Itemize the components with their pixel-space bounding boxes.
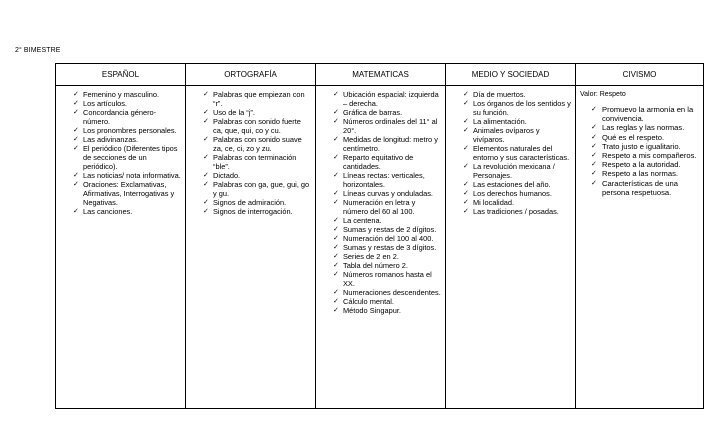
list-item-text: La centena. [343,216,382,225]
list-item-text: Palabras con terminación “ble”. [213,153,297,171]
list-item-text: Ubicación espacial: izquierda – derecha. [343,90,439,108]
checkmark-icon: ✓ [333,118,339,125]
list-item [463,117,572,126]
list-item [333,306,442,315]
list-item-text: Signos de interrogación. [213,207,293,216]
checkmark-icon: ✓ [463,199,469,206]
list-item [333,297,442,306]
list-item-text: Método Singapur. [343,306,401,315]
list-item-text: Promuevo la armonía en la convivencia. [602,105,694,124]
list-item-text: La alimentación. [473,117,527,126]
checkmark-icon: ✓ [203,172,209,179]
list-item [203,153,312,171]
list-item [463,126,572,144]
list-item-text: Características de una persona respetuosa. [602,178,678,197]
checkmark-icon: ✓ [73,100,79,107]
checkmark-icon: ✓ [333,262,339,269]
col-header-ortografia: ORTOGRAFÍA [186,64,316,86]
list-item-text: Qué es el respeto. [602,132,665,142]
checkmark-icon: ✓ [333,235,339,242]
list-item-text: Tabla del número 2. [343,261,408,270]
checkmark-icon: ✓ [463,181,469,188]
checkmark-icon: ✓ [591,152,597,160]
checkmark-icon: ✓ [203,199,209,206]
checkmark-icon: ✓ [333,154,339,161]
list-item-text: Medidas de longitud: metro y centímetro. [343,135,438,153]
list-item [591,179,700,197]
col-header-espanol: ESPAÑOL [56,64,186,86]
checkmark-icon: ✓ [73,109,79,116]
list-item [203,180,312,198]
cell-ortografia [186,86,316,409]
checkmark-icon: ✓ [333,289,339,296]
list-item-text: El periódico (Diferentes tipos de secciones de un periódico). [83,144,178,171]
list-item-text: Animales ovíparos y vivíparos. [473,126,540,144]
checkmark-icon: ✓ [463,118,469,125]
list-item-text: Las reglas y las normas. [602,123,685,133]
list-item-text: Trato justo e igualitario. [602,141,681,151]
checkmark-icon: ✓ [333,226,339,233]
list-item-text: Reparto equitativo de cantidades. [343,153,414,171]
list-item [203,207,312,216]
checkmark-icon: ✓ [203,118,209,125]
list-item [463,207,572,216]
list-item [333,171,442,189]
list-item [333,117,442,135]
checkmark-icon: ✓ [591,124,597,132]
list-item [591,169,700,178]
list-item [333,288,442,297]
list-item [591,160,700,169]
list-item-text: Mi localidad. [473,198,515,207]
list-item-text: Series de 2 en 2. [343,252,399,261]
checkmark-icon: ✓ [591,170,597,178]
checkmark-icon: ✓ [463,145,469,152]
list-item [333,234,442,243]
list-item-text: Números romanos hasta el XX. [343,270,432,288]
list-item-text: Oraciones: Exclamativas, Afirmativas, Interrogativas y Negativas. [83,180,175,207]
content-row [56,86,704,409]
list-item [333,153,442,171]
list-item-text: Líneas curvas y onduladas. [343,189,433,198]
list-item [463,144,572,162]
list-item-text: Gráfica de barras. [343,108,403,117]
list-item [203,171,312,180]
list-item [73,207,182,216]
checkmark-icon: ✓ [73,145,79,152]
list-item-text: Respeto a mis compañeros. [602,151,697,161]
checkmark-icon: ✓ [591,142,597,150]
list-item [333,216,442,225]
checkmark-icon: ✓ [333,172,339,179]
list-item-text: Palabras con sonido suave za, ce, ci, zo y zu. [213,135,302,153]
checkmark-icon: ✓ [333,253,339,260]
checkmark-icon: ✓ [73,127,79,134]
list-item [333,198,442,216]
list-item [463,189,572,198]
list-item [203,108,312,117]
checkmark-icon: ✓ [203,154,209,161]
list-item-text: Uso de la “j”. [213,108,255,117]
bimester-heading: 2° BIMESTRE [15,47,61,54]
list-item [333,90,442,108]
list-item-text: Los derechos humanos. [473,189,552,198]
list-item [591,151,700,160]
list-item [463,162,572,180]
checkmark-icon: ✓ [333,109,339,116]
curriculum-table [55,63,704,409]
checkmark-icon: ✓ [333,271,339,278]
checkmark-icon: ✓ [203,208,209,215]
list-item-text: Los órganos de los sentidos y su función. [473,99,571,117]
list-item-text: Números ordinales del 11° al 20°. [343,117,438,135]
checkmark-icon: ✓ [203,109,209,116]
list-item [203,117,312,135]
checkmark-icon: ✓ [333,190,339,197]
list-item-text: Día de muertos. [473,90,526,99]
list-item-text: Numeración del 100 al 400. [343,234,434,243]
list-matematicas [319,90,442,315]
checkmark-icon: ✓ [73,136,79,143]
list-item-text: Numeraciones descendentes. [343,288,441,297]
checkmark-icon: ✓ [333,217,339,224]
checkmark-icon: ✓ [73,172,79,179]
list-item [333,108,442,117]
col-header-medio-sociedad: MEDIO Y SOCIEDAD [446,64,576,86]
list-item [333,252,442,261]
list-item-text: Dictado. [213,171,241,180]
list-item-text: Líneas rectas: verticales, horizontales. [343,171,425,189]
col-header-matematicas: MATEMATICAS [316,64,446,86]
list-item-text: Respeto a la autoridad. [602,160,681,170]
list-item-text: Respeto a las normas. [602,169,678,179]
list-item-text: Sumas y restas de 2 dígitos. [343,225,437,234]
cell-espanol [56,86,186,409]
list-item-text: Las adivinanzas. [83,135,139,144]
list-item-text: Femenino y masculino. [83,90,159,99]
checkmark-icon: ✓ [463,127,469,134]
checkmark-icon: ✓ [463,190,469,197]
list-item-text: Las canciones. [83,207,133,216]
list-item-text: Palabras que empiezan con “r”. [213,90,305,108]
list-item [333,189,442,198]
checkmark-icon: ✓ [333,244,339,251]
checkmark-icon: ✓ [333,136,339,143]
list-item [73,135,182,144]
list-item [463,90,572,99]
checkmark-icon: ✓ [333,307,339,314]
cell-civismo [576,86,704,409]
list-medio-sociedad [449,90,572,216]
list-espanol [59,90,182,216]
list-item-text: Palabras con ga, gue, gui, go y gu. [213,180,310,198]
list-item-text: Elementos naturales del entorno y sus características. [473,144,570,162]
list-item [73,126,182,135]
list-item-text: Las noticias/ nota informativa. [83,171,181,180]
list-item-text: Signos de admiración. [213,198,287,207]
list-item-text: Cálculo mental. [343,297,394,306]
list-item [73,144,182,171]
list-item [333,270,442,288]
list-item-text: Concordancia género-número. [83,108,157,126]
list-item [591,142,700,151]
list-item [333,261,442,270]
list-item [73,171,182,180]
checkmark-icon: ✓ [591,133,597,141]
list-ortografia [189,90,312,216]
list-item [591,133,700,142]
list-item-text: Las estaciones del año. [473,180,551,189]
valor-label: Valor: Respeto [580,91,626,98]
list-item-text: Las tradiciones / posadas. [473,207,559,216]
checkmark-icon: ✓ [333,91,339,98]
list-item [203,198,312,207]
header-row [56,64,704,86]
checkmark-icon: ✓ [73,208,79,215]
cell-medio-sociedad [446,86,576,409]
list-item [463,99,572,117]
cell-matematicas [316,86,446,409]
list-item [333,243,442,252]
checkmark-icon: ✓ [203,181,209,188]
list-item [73,108,182,126]
list-item [333,135,442,153]
list-item [333,225,442,234]
checkmark-icon: ✓ [463,100,469,107]
checkmark-icon: ✓ [463,163,469,170]
list-item-text: Palabras con sonido fuerte ca, que, qui, co y cu. [213,117,301,135]
list-item [203,135,312,153]
checkmark-icon: ✓ [333,298,339,305]
list-item [591,105,700,123]
list-item [73,99,182,108]
checkmark-icon: ✓ [73,91,79,98]
list-item-text: La revolución mexicana / Personajes. [473,162,555,180]
list-item [73,180,182,207]
checkmark-icon: ✓ [591,106,597,113]
list-item-text: Sumas y restas de 3 dígitos. [343,243,437,252]
checkmark-icon: ✓ [591,161,597,169]
list-item [73,90,182,99]
col-header-civismo: CIVISMO [576,64,704,86]
list-civismo [579,105,700,197]
checkmark-icon: ✓ [203,91,209,98]
checkmark-icon: ✓ [333,199,339,206]
list-item-text: Los pronombres personales. [83,126,177,135]
checkmark-icon: ✓ [463,208,469,215]
list-item [203,90,312,108]
list-item [463,180,572,189]
list-item [463,198,572,207]
checkmark-icon: ✓ [591,179,597,187]
checkmark-icon: ✓ [463,91,469,98]
list-item-text: Los artículos. [83,99,127,108]
list-item-text: Numeración en letra y número del 60 al 100. [343,198,416,216]
checkmark-icon: ✓ [203,136,209,143]
checkmark-icon: ✓ [73,181,79,188]
list-item [591,123,700,132]
